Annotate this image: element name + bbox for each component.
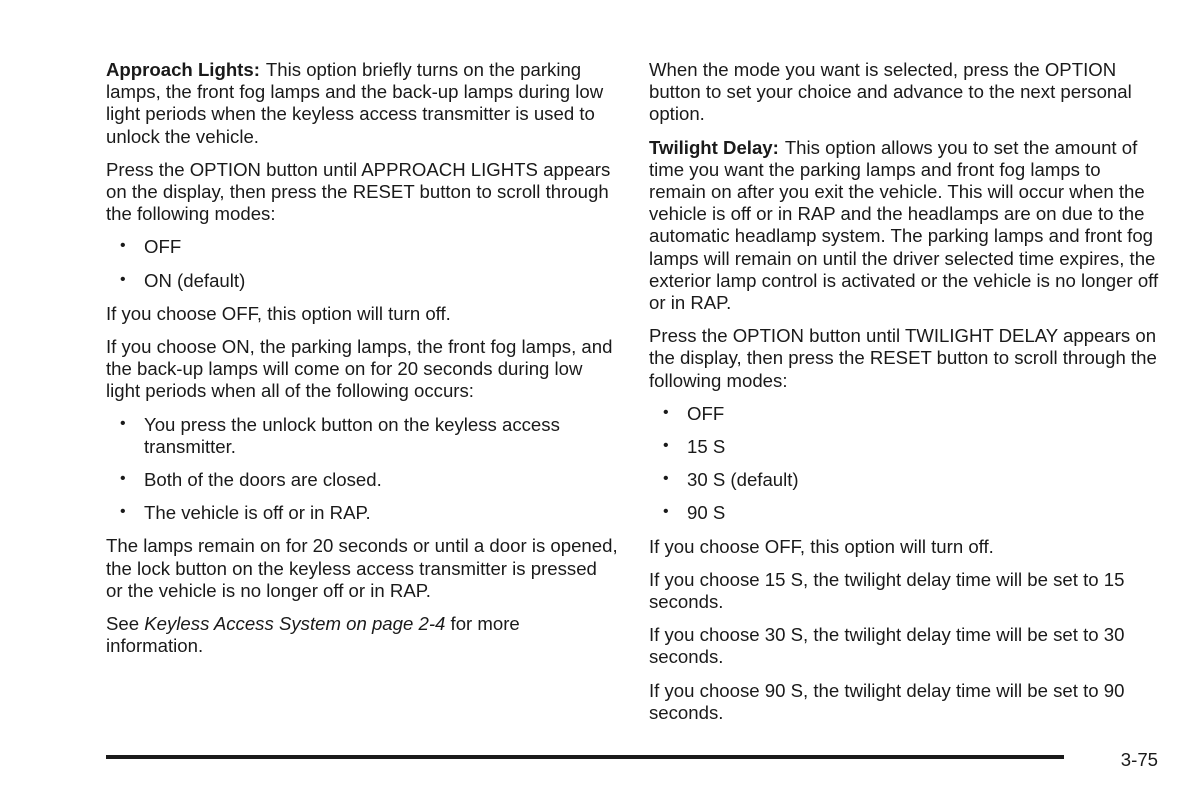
approach-modes-list: [106, 236, 618, 291]
list-item: [106, 502, 618, 524]
press-option-twilight-paragraph: Press the OPTION button until TWILIGHT DELAY appears on the display, then press the RESET button to scroll through the following modes:: [649, 325, 1157, 391]
list-item: [106, 469, 618, 491]
list-item-text: OFF: [144, 236, 182, 258]
see-prefix: See: [106, 613, 140, 635]
bullet-icon: •: [120, 270, 126, 288]
list-item: [106, 236, 618, 258]
twilight-delay-heading: Twilight Delay:: [649, 136, 779, 158]
approach-lights-heading: Approach Lights:: [106, 59, 260, 80]
list-item: [649, 469, 1161, 491]
list-item-text: 30 S (default): [687, 469, 799, 491]
lamps-remain-on-paragraph: The lamps remain on for 20 seconds or until a door is opened, the lock button on the keyless access transmitter is pressed or the vehicle is no longer off or in RAP.: [106, 535, 618, 601]
choose-off-twilight-paragraph: If you choose OFF, this option will turn off.: [649, 535, 994, 557]
bullet-icon: •: [663, 470, 669, 488]
list-item-text: 90 S: [687, 502, 726, 524]
conditions-list: [106, 414, 618, 525]
press-option-paragraph: Press the OPTION button until APPROACH LIGHTS appears on the display, then press the RESET button to scroll through the following modes:: [106, 158, 611, 225]
list-item: [106, 270, 618, 292]
list-item-text: 15 S: [687, 436, 726, 458]
left-column: [106, 59, 618, 668]
choose-15-paragraph: If you choose 15 S, the twilight delay time will be set to 15 seconds.: [649, 568, 1125, 613]
approach-lights-paragraph: [106, 59, 618, 148]
list-item: [649, 502, 1161, 524]
bullet-icon: •: [120, 237, 126, 255]
choose-90-paragraph: If you choose 90 S, the twilight delay time will be set to 90 seconds.: [649, 679, 1125, 723]
bullet-icon: •: [663, 437, 669, 455]
see-suffix: for more information.: [106, 613, 520, 657]
list-item: [649, 403, 1161, 425]
twilight-delay-paragraph: [649, 137, 1161, 315]
mode-selected-paragraph: When the mode you want is selected, press the OPTION button to set your choice and advance to the next personal option.: [649, 59, 1132, 125]
right-column: [649, 59, 1161, 735]
list-item-text: Both of the doors are closed.: [144, 469, 382, 491]
choose-off-paragraph: If you choose OFF, this option will turn off.: [106, 302, 451, 324]
twilight-modes-list: [649, 403, 1161, 525]
keyless-access-reference-link[interactable]: Keyless Access System on page 2-4: [144, 613, 446, 635]
list-item-text: The vehicle is off or in RAP.: [144, 502, 371, 524]
bullet-icon: •: [120, 503, 126, 521]
list-item: [106, 414, 618, 458]
footer-rule: [106, 755, 1064, 759]
bullet-icon: •: [120, 414, 126, 432]
twilight-delay-text: This option allows you to set the amount of time you want the parking lamps and front fog lamps to remain on after you exit the vehicle. This will occur when the vehicle is off or in RAP and the headlamps are on due to the automatic headlamp system. The parking lamps and front fog lamps will remain on until the driver selected time expires, the exterior lamp control is activated or the vehicle is no longer off or in RAP.: [649, 136, 1159, 314]
choose-30-paragraph: If you choose 30 S, the twilight delay time will be set to 30 seconds.: [649, 624, 1125, 668]
list-item: [649, 436, 1161, 458]
page-number: 3-75: [1120, 749, 1158, 770]
list-item-text: ON (default): [144, 269, 246, 291]
bullet-icon: •: [120, 470, 126, 488]
choose-on-paragraph: If you choose ON, the parking lamps, the front fog lamps, and the back-up lamps will come on for 20 seconds during low light periods when all of the following occurs:: [106, 336, 613, 402]
list-item-text: You press the unlock button on the keyless access transmitter.: [144, 413, 560, 457]
see-reference-paragraph: [106, 613, 618, 657]
list-item-text: OFF: [687, 402, 725, 424]
bullet-icon: •: [663, 503, 669, 521]
bullet-icon: •: [663, 403, 669, 421]
approach-lights-text: This option briefly turns on the parking lamps, the front fog lamps and the back-up lamps during low light periods when the keyless access transmitter is used to unlock the vehicle.: [106, 59, 604, 147]
